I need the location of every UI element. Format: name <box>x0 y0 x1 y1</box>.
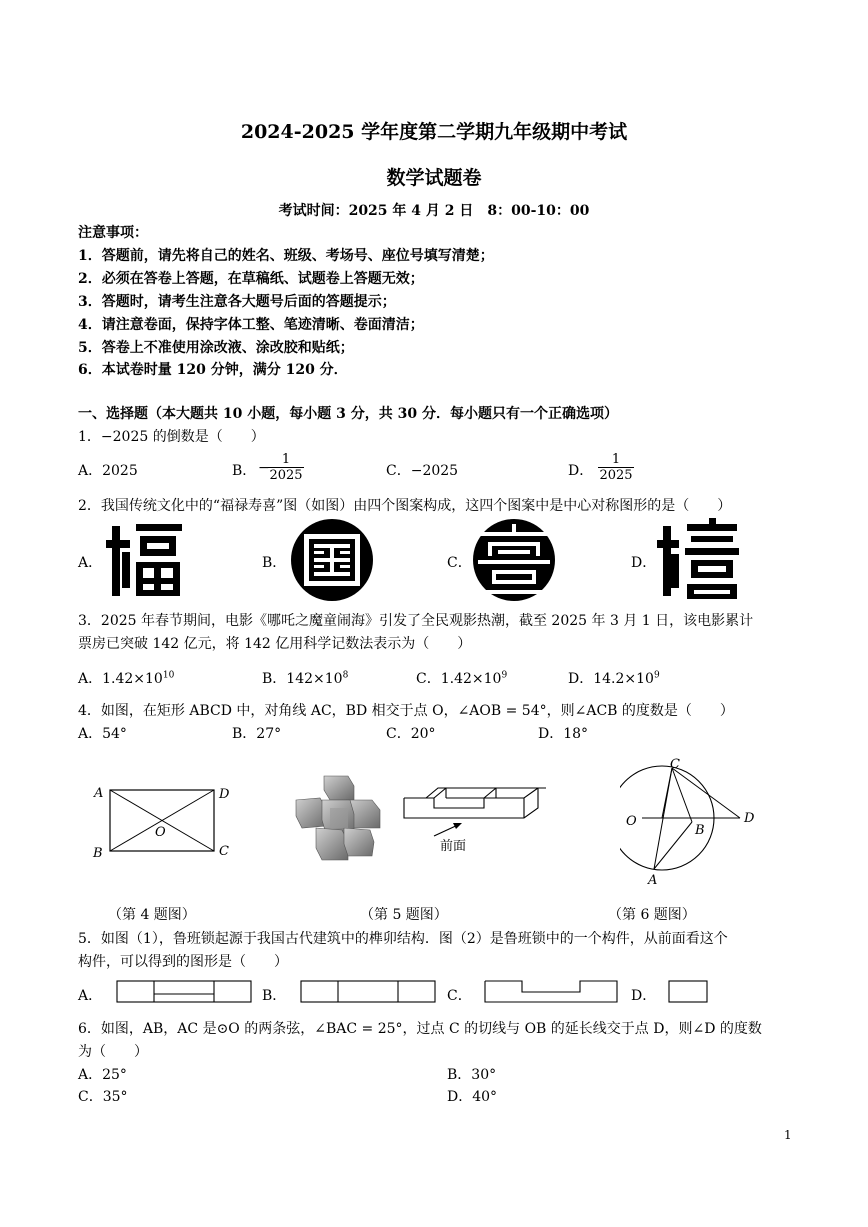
line-cb <box>672 768 692 822</box>
denominator: 2025 <box>599 468 633 483</box>
notes-heading: 注意事项： <box>78 225 148 241</box>
q1-option-d-label: D． <box>568 463 594 479</box>
q1-option-b-sign: − <box>258 460 270 476</box>
q4-option-b: B．27° <box>232 726 282 742</box>
q2-option-b: B． <box>262 555 287 571</box>
option-label: C． <box>416 671 441 687</box>
note-item: 2．必须在答卷上答题，在草稿纸、试题卷上答题无效； <box>78 271 424 287</box>
figure-5-caption: （第 5 题图） <box>360 907 448 923</box>
option-label: A． <box>78 671 103 687</box>
note-item: 5．答卷上不准使用涂改液、涂改胶和贴纸； <box>78 340 354 356</box>
fu-character-icon <box>106 518 188 600</box>
label-d: D <box>219 787 230 802</box>
exponent: 9 <box>501 670 508 681</box>
shou-character-icon <box>472 518 556 602</box>
q5-option-d: D． <box>631 988 657 1004</box>
q5-option-b: B． <box>262 988 287 1004</box>
label-c: C <box>670 757 680 772</box>
q3-option-c <box>416 668 507 688</box>
base: 1.42×10 <box>440 671 502 687</box>
exam-title: 2024-2025 学年度第二学期九年级期中考试 <box>240 121 628 143</box>
numerator: 1 <box>611 452 621 467</box>
q6-stem-line1: 6．如图，AB，AC 是⊙O 的两条弦，∠BAC = 25°，过点 C 的切线与 OB 的延长线交于点 D，则∠D 的度数 <box>78 1021 762 1037</box>
exponent: 10 <box>162 670 175 681</box>
q3-option-a <box>78 668 174 688</box>
q6-option-a: A．25° <box>78 1067 127 1083</box>
label-a: A <box>648 873 658 888</box>
q4-option-c: C．20° <box>386 726 436 742</box>
note-item: 3．答题时，请考生注意各大题号后面的答题提示； <box>78 294 396 310</box>
q5-option-c: C． <box>447 988 472 1004</box>
section-heading: 一、选择题（本大题共 10 小题，每小题 3 分，共 30 分．每小题只有一个正确选项） <box>78 406 618 422</box>
q3-option-d <box>568 668 660 688</box>
q6-option-d: D．40° <box>447 1089 498 1105</box>
label-o: O <box>626 814 637 829</box>
q2-option-a: A． <box>78 555 103 571</box>
label-b: B <box>93 846 103 861</box>
q5-shape-d <box>668 980 708 1004</box>
denominator: 2025 <box>269 468 303 483</box>
paper-subtitle: 数学试题卷 <box>386 167 482 189</box>
note-item: 4．请注意卷面，保持字体工整、笔迹清晰、卷面清洁； <box>78 317 424 333</box>
q3-stem-line1: 3．2025 年春节期间，电影《哪吒之魔童闹海》引发了全民观影热潮，截至 2025 年 3 月 1 日，该电影累计 <box>78 613 754 629</box>
exponent: 9 <box>653 670 660 681</box>
q5-shape-c <box>484 980 618 1004</box>
q1-option-b-label: B． <box>232 463 257 479</box>
q1-option-d-fraction <box>598 452 634 483</box>
base: 142×10 <box>286 671 343 687</box>
line-ab <box>654 822 692 869</box>
label-d: D <box>744 811 755 826</box>
q1-option-a: A．2025 <box>78 463 138 479</box>
q4-option-a: A．54° <box>78 726 127 742</box>
line-cd <box>672 768 740 818</box>
q4-stem: 4．如图，在矩形 ABCD 中，对角线 AC，BD 相交于点 O，∠AOB = 54°，则∠ACB 的度数是（ ） <box>78 703 734 719</box>
q2-option-c: C． <box>447 555 472 571</box>
q2-option-d: D． <box>631 555 657 571</box>
circle-figure <box>620 756 760 890</box>
exam-time: 考试时间：2025 年 4 月 2 日 8：00-10：00 <box>278 203 590 219</box>
label-b: B <box>695 823 705 838</box>
q1-option-b-fraction <box>268 452 304 483</box>
note-item: 6．本试卷时量 120 分钟，满分 120 分． <box>78 362 348 378</box>
arrow-icon <box>434 823 462 836</box>
q3-stem-line2: 票房已突破 142 亿元，将 142 亿用科学记数法表示为（ ） <box>78 636 472 652</box>
label-c: C <box>219 844 229 859</box>
rectangle-figure <box>88 780 238 862</box>
lu-character-icon <box>290 518 374 602</box>
note-item: 1．答题前，请先将自己的姓名、班级、考场号、座位号填写清楚； <box>78 248 494 264</box>
option-label: B． <box>262 671 287 687</box>
option-label: D． <box>568 671 594 687</box>
label-a: A <box>94 786 104 801</box>
luban-lock-image <box>286 770 388 866</box>
page-number: 1 <box>784 1128 792 1142</box>
label-o: O <box>155 825 166 840</box>
q1-stem: 1．−2025 的倒数是（ ） <box>78 429 265 445</box>
q6-option-c: C．35° <box>78 1089 128 1105</box>
q5-option-a: A． <box>78 988 103 1004</box>
q2-stem: 2．我国传统文化中的“福禄寿喜”图（如图）由四个图案构成，这四个图案中是中心对称图形的是（ ） <box>78 498 732 514</box>
q5-stem-line1: 5．如图（1），鲁班锁起源于我国古代建筑中的榫卯结构．图（2）是鲁班锁中的一个构件，从前面看这个 <box>78 931 728 947</box>
front-label: 前面 <box>440 839 467 854</box>
q5-shape-a <box>116 980 252 1004</box>
component-figure <box>398 778 546 860</box>
base: 1.42×10 <box>102 671 163 687</box>
q6-option-b: B．30° <box>447 1067 497 1083</box>
xi-character-icon <box>657 518 741 602</box>
q6-stem-line2: 为（ ） <box>78 1044 148 1060</box>
q1-option-c: C．−2025 <box>386 463 459 479</box>
figure-6-caption: （第 6 题图） <box>608 907 696 923</box>
numerator: 1 <box>281 452 291 467</box>
figure-4-caption: （第 4 题图） <box>108 907 196 923</box>
q5-stem-line2: 构件，可以得到的图形是（ ） <box>78 954 288 970</box>
q4-option-d: D．18° <box>538 726 589 742</box>
base: 14.2×10 <box>593 671 654 687</box>
exponent: 8 <box>342 670 349 681</box>
q5-shape-b <box>300 980 436 1004</box>
q3-option-b <box>262 668 348 688</box>
